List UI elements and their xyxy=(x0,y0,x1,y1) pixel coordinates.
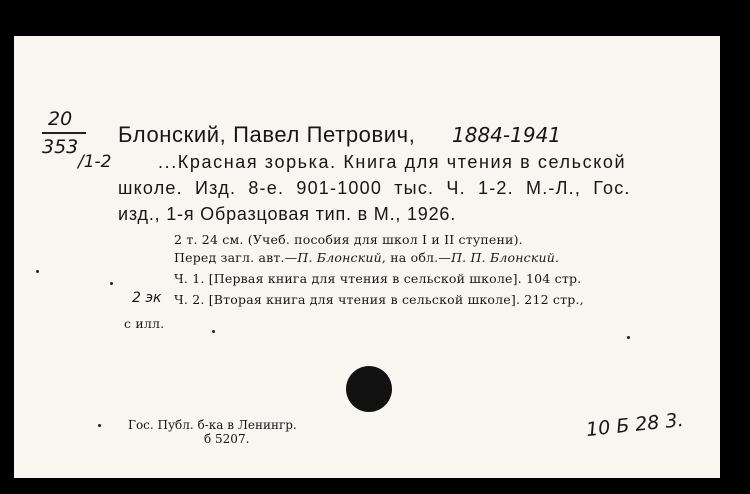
call-number-top: 20 xyxy=(48,108,73,130)
physical-description: 2 т. 24 см. (Учеб. пособия для школ I и II ступени). xyxy=(174,232,523,247)
call-number-suffix: /1-2 xyxy=(78,152,112,172)
speck xyxy=(627,336,630,339)
cover-note-author-2: П. П. Блонский. xyxy=(451,250,560,265)
cover-note xyxy=(174,250,559,265)
cover-note-mid: , на обл.— xyxy=(381,250,452,265)
body-line-1: ...Красная зорька. Книга для чтения в сельской xyxy=(158,152,627,172)
part-2-copy-mark: 2 эк xyxy=(132,290,162,306)
library-number: б 5207. xyxy=(204,432,250,446)
cover-note-prefix: Перед загл. авт.— xyxy=(174,250,298,265)
part-1-note: Ч. 1. [Первая книга для чтения в сельской школе]. 104 стр. xyxy=(174,271,582,286)
part-2-note-continued: с илл. xyxy=(124,316,165,331)
card-punch-hole xyxy=(346,366,392,412)
author-heading: Блонский, Павел Петрович, xyxy=(118,122,416,147)
speck xyxy=(212,330,215,333)
call-number-rule xyxy=(42,132,86,134)
body-line-2: школе. Изд. 8-е. 901-1000 тыс. Ч. 1-2. М.-Л., Гос. xyxy=(118,178,631,198)
catalog-card xyxy=(14,36,720,478)
library-name: Гос. Публ. б-ка в Ленингр. xyxy=(128,418,297,432)
speck xyxy=(36,270,39,273)
author-years: 1884-1941 xyxy=(452,123,562,147)
speck xyxy=(110,282,113,285)
cover-note-author: П. Блонский xyxy=(297,250,382,265)
handwritten-inventory-note: 10 Б 28 3. xyxy=(585,408,685,442)
call-number-bottom: 353 xyxy=(42,136,79,158)
part-2-note: Ч. 2. [Вторая книга для чтения в сельской школе]. 212 стр., xyxy=(174,292,584,307)
speck xyxy=(98,424,101,427)
body-line-3: изд., 1-я Образцовая тип. в М., 1926. xyxy=(118,204,457,224)
